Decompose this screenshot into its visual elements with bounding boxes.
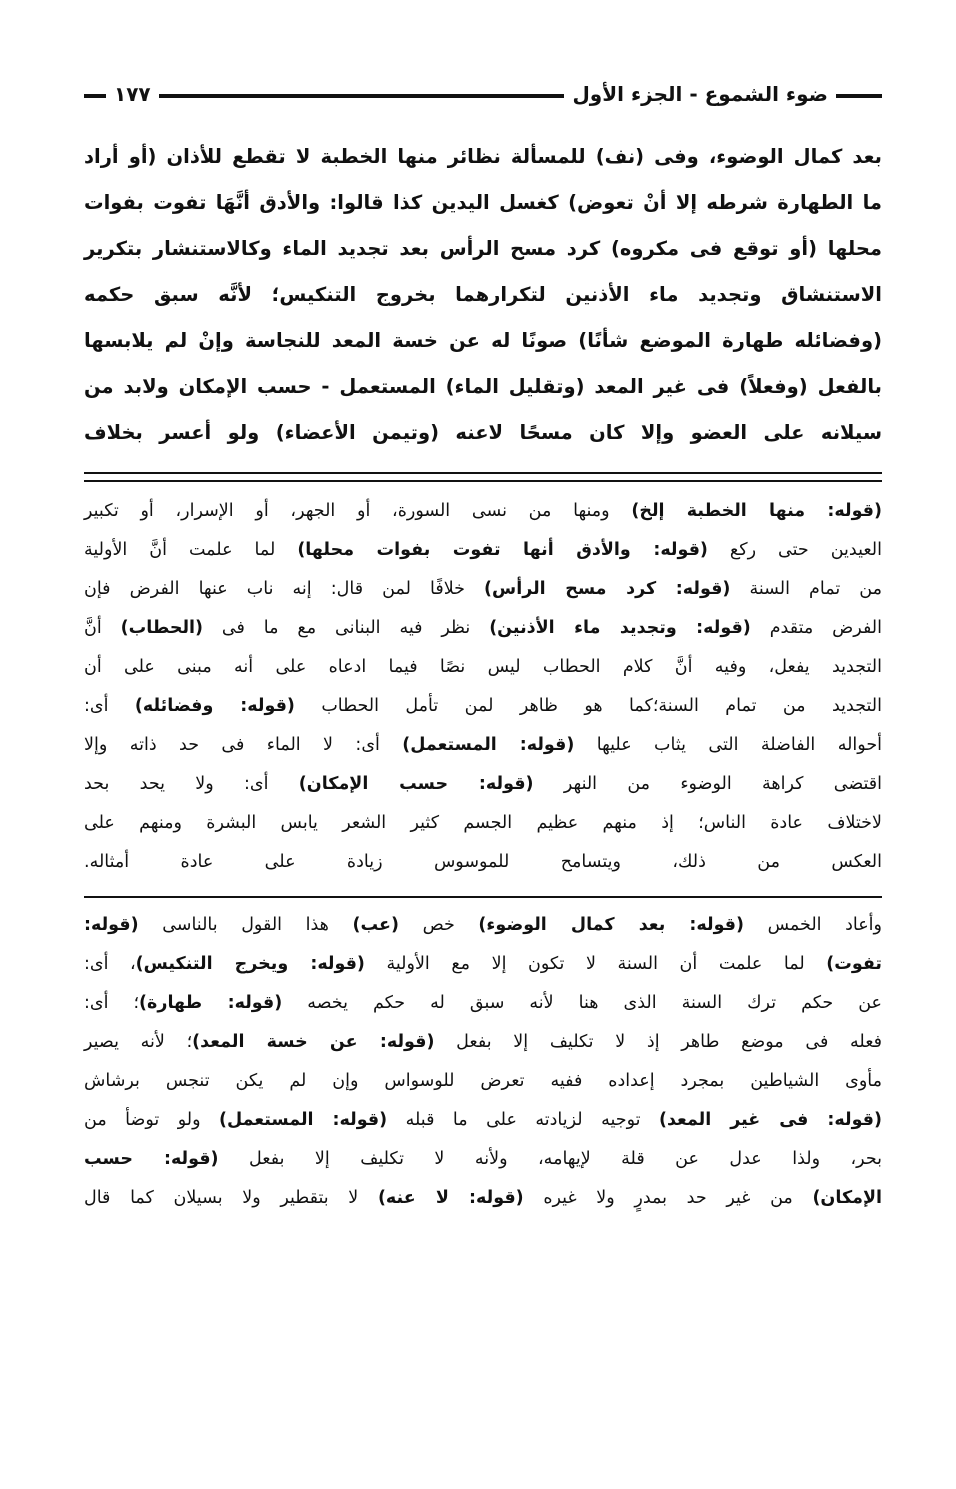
commentary-line [84,687,882,726]
commentary-line [84,1101,882,1140]
commentary-quote: (قوله: وتجديد ماء الأذنين) [489,618,751,638]
commentary-text: أى: ولا يحد بحد [84,774,299,794]
commentary-text: أنَّ [84,618,121,638]
commentary-text: لما علمت أن السنة لا تكون إلا مع الأولية [364,954,827,974]
commentary-line [84,984,882,1023]
document-page [84,72,882,1218]
main-line: بالفعل (وفعلاً) فى غير المعد (وتقليل الماء) المستعمل - حسب الإمكان ولابد من [84,375,882,398]
commentary-text: العكس من ذلك، ويتسامح للموسوس زيادة على عادة أمثاله. [84,852,882,872]
commentary-quote: (قوله: [84,915,139,935]
commentary-text: التجديد من تمام السنة؛كما هو ظاهر لمن تأمل الحطاب [294,696,882,716]
commentary-text: لا بتقطير ولا بسيلان كما قال [84,1188,378,1208]
commentary-quote: (قوله: طهارة) [139,993,283,1013]
commentary-quote: (قوله: كرد مسح الرأس) [484,579,731,599]
commentary-line [84,726,882,765]
commentary-quote: (عب) [352,915,399,935]
commentary-quote: (قوله: المستعمل) [219,1110,388,1130]
commentary-text: ؛ لأنه يصير [84,1032,193,1052]
commentary-quote: (قوله: المستعمل) [402,735,575,755]
commentary-line [84,1179,882,1218]
running-header [84,72,882,114]
commentary-line [84,906,882,945]
commentary-text: من تمام السنة [730,579,882,599]
commentary-quote: (الحطاب) [120,618,204,638]
main-line: الاستنشاق وتجديد ماء الأذنين لتكرارهما بخروج التنكيس؛ لأنَّه سبق حكمه [84,283,882,306]
commentary-text: لاختلاف عادة الناس؛ إذ منهم عظيم الجسم كثير الشعر يابس البشرة ومنهم على [84,813,882,833]
main-line: (وفضائله طهارة الموضع شأنًا) صونًا له عن خسة المعد للنجاسة وإنْ لم يلابسها [84,329,882,352]
commentary-text: ، أى: [84,954,136,974]
single-divider [84,896,882,898]
commentary-line [84,804,882,843]
commentary-text: عن حكم ترك السنة الذى هنا لأنه سبق له حكم يخصه [282,993,882,1013]
commentary-line [84,1023,882,1062]
commentary-quote: (قوله: حسب الإمكان) [298,774,534,794]
commentary-line [84,945,882,984]
commentary-line [84,765,882,804]
commentary-line [84,648,882,687]
commentary-section-2 [84,906,882,1218]
commentary-quote: (قوله: والأدق أنها تفوت بفوات محلها) [297,540,708,560]
commentary-text: هذا القول بالناسى [138,915,353,935]
commentary-quote: تفوت) [826,954,882,974]
commentary-quote: (قوله: ويخرج التنكيس) [135,954,365,974]
commentary-quote: الإمكان) [812,1188,882,1208]
commentary-line [84,609,882,648]
commentary-text: مأوى الشياطين بمجرد إعداده ففيه تعرض للوسواس وإن لم يكن تنجس برشاش [84,1071,882,1091]
main-line: محلها (أو توقع فى مكروه) كرد مسح الرأس بعد تجديد الماء وكالاستنشار بتكرير [84,237,882,260]
commentary-text: التجديد يفعل، وفيه أنَّ كلام الحطاب ليس نصًا فيما ادعاه على أنه مبنى على أن [84,657,882,677]
commentary-text: خلافًا لمن قال: إنه ناب عنها الفرض فإن [84,579,485,599]
commentary-text: العيدين حتى ركع [707,540,882,560]
commentary-text: خص [398,915,479,935]
commentary-quote: (قوله: بعد كمال الوضوء) [478,915,744,935]
commentary-section-1 [84,492,882,882]
commentary-text: توجيه لزيادته على ما قبله [387,1110,659,1130]
commentary-line [84,1140,882,1179]
header-title: ضوء الشموع - الجزء الأول [564,79,836,109]
main-line: سيلانه على العضو وإلا كان مسحًا لاعنه (وتيمن الأعضاء) ولو أعسر بخلاف [84,421,882,444]
commentary-text: الفرض متقدم [750,618,883,638]
commentary-text: وأعاد الخمس [744,915,882,935]
commentary-quote: (قوله: فى غير المعد) [658,1110,883,1130]
commentary-text: أحواله الفاضلة التى يثاب عليها [574,735,882,755]
commentary-line [84,531,882,570]
main-line: ما الطهارة شرطه إلا أنْ تعوض) كغسل اليدين كذا قالوا: والأدق أنَّهَا تفوت بفوات [84,191,882,214]
commentary-quote: (قوله: لا عنه) [377,1188,524,1208]
commentary-line [84,492,882,531]
commentary-text: أى: [84,696,135,716]
commentary-text: أى: لا الماء فى حد ذاته وإلا [84,735,403,755]
commentary-line [84,843,882,882]
commentary-text: اقتضى كراهة الوضوء من النهر [533,774,883,794]
commentary-quote: (قوله: منها الخطبة إلخ) [631,501,882,521]
commentary-text: ؛ أى: [84,993,140,1013]
commentary-text: فعله فى موضع طاهر إذ لا تكليف إلا بفعل [434,1032,883,1052]
commentary-line [84,570,882,609]
commentary-text: ومنها من نسى السورة، أو الجهر، أو الإسرار، أو تكبير [84,501,632,521]
commentary-quote: (قوله: عن خسة المعد) [192,1032,435,1052]
commentary-text: من غير حد بمدرٍ ولا غيره [523,1188,813,1208]
page-number: ١٧٧ [106,79,159,109]
commentary-text: ولو توضأ من [84,1110,220,1130]
double-divider [84,472,882,482]
commentary-quote: (قوله: وفضائله) [134,696,295,716]
commentary-line [84,1062,882,1101]
main-line: بعد كمال الوضوء، وفى (نف) للمسألة نظائر منها الخطبة لا تقطع للأذان (أو أراد [84,145,882,168]
commentary-text: لما علمت أنَّ الأولية [84,540,298,560]
commentary-text: بحر، ولذا عدل عن قلة لإيهامه، ولأنه لا تكليف إلا بفعل [218,1149,882,1169]
commentary-quote: (قوله: حسب [84,1149,219,1169]
main-text [84,134,882,456]
commentary-text: نظر فيه البنانى مع ما فى [203,618,490,638]
